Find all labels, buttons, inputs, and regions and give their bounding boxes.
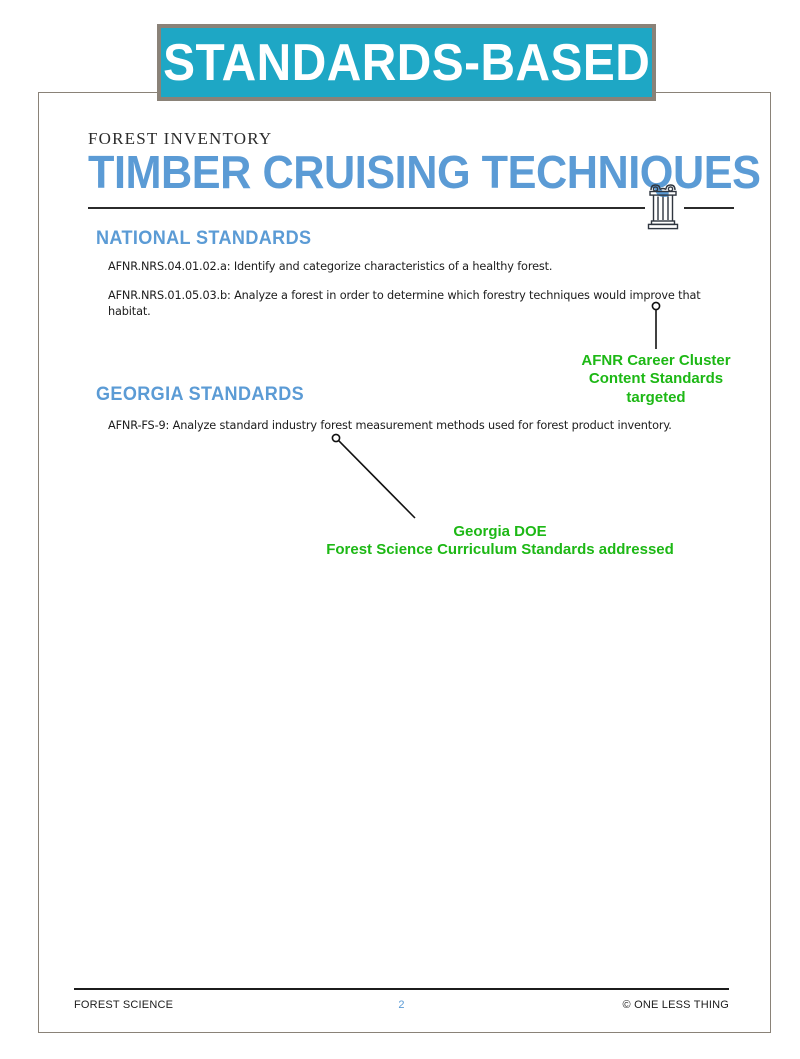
page-footer bbox=[74, 999, 729, 1013]
standard-item-national-2: AFNR.NRS.01.05.03.b: Analyze a forest in order to determine which forestry techniques would improve that habitat. bbox=[108, 289, 701, 319]
footer-course-label: FOREST SCIENCE bbox=[74, 999, 174, 1011]
section-heading-national: NATIONAL STANDARDS bbox=[96, 228, 312, 249]
header-block bbox=[88, 129, 761, 198]
title-rule-long bbox=[88, 207, 645, 209]
footer-divider bbox=[74, 988, 729, 990]
banner-label: STANDARDS-BASED bbox=[162, 33, 651, 92]
annotation-afnr-career-cluster bbox=[580, 352, 732, 407]
standard-item-national-1: AFNR.NRS.04.01.02.a: Identify and categorize characteristics of a healthy forest. bbox=[108, 260, 553, 273]
standards-based-banner bbox=[157, 24, 656, 101]
standard-item-georgia-1: AFNR-FS-9: Analyze standard industry forest measurement methods used for forest product inventory. bbox=[108, 419, 672, 432]
annotation-2-line-2: Forest Science Curriculum Standards addressed bbox=[326, 541, 674, 559]
title-rule-short bbox=[684, 207, 734, 209]
section-heading-georgia: GEORGIA STANDARDS bbox=[96, 384, 305, 405]
footer-copyright: © ONE LESS THING bbox=[622, 999, 729, 1011]
classical-column-icon bbox=[644, 178, 682, 234]
footer-page-number: 2 bbox=[398, 999, 405, 1011]
eyebrow-label: FOREST INVENTORY bbox=[88, 129, 273, 148]
annotation-georgia-doe bbox=[310, 523, 690, 560]
annotation-1-line-2: Content Standards bbox=[588, 370, 724, 388]
annotation-2-line-1: Georgia DOE bbox=[453, 523, 547, 540]
page-title: TIMBER CRUISING TECHNIQUES bbox=[88, 146, 761, 198]
annotation-1-line-3: targeted bbox=[626, 388, 686, 406]
title-divider-row bbox=[88, 206, 734, 210]
annotation-1-line-1: AFNR Career Cluster bbox=[581, 352, 731, 369]
